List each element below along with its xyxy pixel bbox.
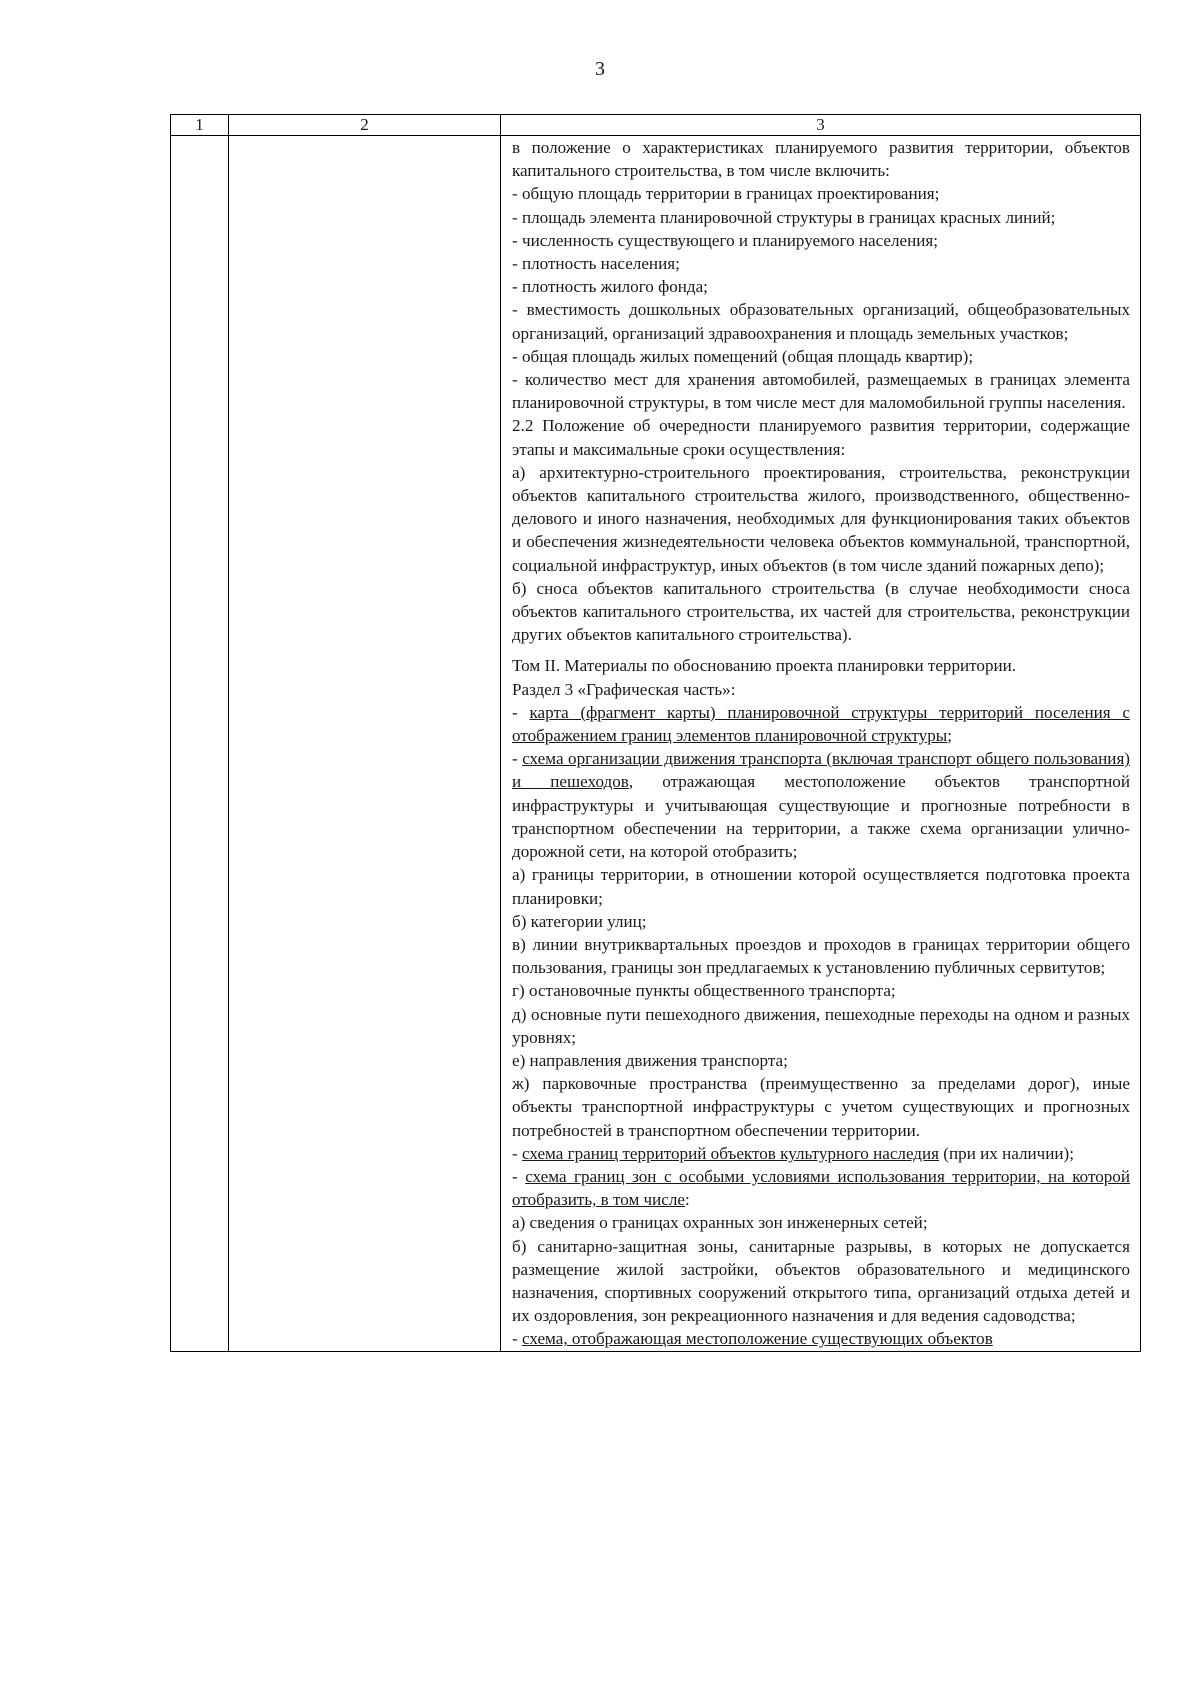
list-item: а) границы территории, в отношении которой осуществляется подготовка проекта планировки; <box>512 865 1130 908</box>
column-header-1: 1 <box>171 115 229 136</box>
list-item: - площадь элемента планировочной структуры в границах красных линий; <box>512 207 1056 227</box>
list-item: - количество мест для хранения автомобилей, размещаемых в границах элемента планировочной структуры, в том числе мест для маломобильной группы населения. <box>512 370 1130 413</box>
list-item: б) сноса объектов капитального строительства (в случае необходимости сноса объектов капитального строительства, их частей для строительства, реконструкции других объектов капитального строительства). <box>512 578 1130 645</box>
list-item: д) основные пути пешеходного движения, пешеходные переходы на одном и разных уровнях; <box>512 1004 1130 1047</box>
list-item: е) направления движения транспорта; <box>512 1050 788 1070</box>
cell-col3 <box>501 136 1141 1352</box>
dash: - <box>512 1329 522 1349</box>
underlined-text: схема организации движения транспорта (включая транспорт общего пользования) и пешеходов <box>512 749 1130 792</box>
page-number: 3 <box>595 58 605 80</box>
list-item <box>512 1165 1130 1211</box>
text: : <box>685 1190 690 1210</box>
requirements-table <box>170 114 1141 1352</box>
list-item: - плотность населения; <box>512 254 680 274</box>
text: , отражающая местоположение объектов транспортной инфраструктуры и учитывающая существующие и прогнозные потребности в транспортном обеспечении на территории, а также схема организации улично-дорожной сети, на которой отобразить; <box>512 772 1130 862</box>
column-header-2: 2 <box>229 115 501 136</box>
list-item <box>512 1142 1130 1165</box>
section-heading: 2.2 Положение об очередности планируемого развития территории, содержащие этапы и максимальные сроки осуществления: <box>512 416 1130 459</box>
underlined-text: схема, отображающая местоположение существующих объектов <box>521 1329 993 1349</box>
volume-title: Том II. Материалы по обоснованию проекта планировки территории. <box>512 656 1017 676</box>
list-item: - численность существующего и планируемого населения; <box>512 230 939 250</box>
list-item: - общую площадь территории в границах проектирования; <box>512 184 940 204</box>
dash: - <box>512 1143 522 1163</box>
text: ; <box>947 726 952 746</box>
list-item: б) категории улиц; <box>512 911 647 931</box>
dash: - <box>512 1166 526 1186</box>
cell-col1 <box>171 136 229 1352</box>
text: (при их наличии); <box>939 1143 1074 1163</box>
list-item <box>512 1327 1130 1350</box>
list-item: г) остановочные пункты общественного транспорта; <box>512 981 896 1001</box>
list-item: а) архитектурно-строительного проектирования, строительства, реконструкции объектов капитального строительства жилого, производственного, общественно-делового и иного назначения, необходимых для функционирования таких объектов и обеспечения жизнедеятельности человека объектов коммунальной, транспортной, социальной инфраструктур, иных объектов (в том числе зданий пожарных депо); <box>512 462 1130 575</box>
list-item: - плотность жилого фонда; <box>512 277 708 297</box>
table-row <box>171 136 1141 1352</box>
table-header-row <box>171 115 1141 136</box>
underlined-text: схема границ территорий объектов культурного наследия <box>521 1143 940 1163</box>
list-item: в) линии внутриквартальных проездов и проходов в границах территории общего пользования, границы зон предлагаемых к установлению публичных сервитутов; <box>512 934 1130 978</box>
list-item: б) санитарно-защитная зоны, санитарные разрывы, в которых не допускается размещение жилой застройки, объектов образовательного и медицинского назначения, спортивных сооружений открытого типа, организаций отдыха детей и их оздоровления, зон рекреационного назначения и для ведения садоводства; <box>512 1236 1130 1326</box>
underlined-text: карта (фрагмент карты) планировочной структуры территорий поселения с отображением границ элементов планировочной структуры <box>512 702 1131 746</box>
cell-col2 <box>229 136 501 1352</box>
underlined-text: схема границ зон с особыми условиями использования территории, на которой отобразить, в том числе <box>512 1166 1131 1210</box>
list-item <box>512 747 1130 863</box>
list-item: ж) парковочные пространства (преимущественно за пределами дорог), иные объекты транспортной инфраструктуры с учетом существующих и прогнозных потребностей в транспортном обеспечении территории. <box>512 1074 1130 1140</box>
dash: - <box>512 749 523 769</box>
list-item: - общая площадь жилых помещений (общая площадь квартир); <box>512 346 974 366</box>
part2-text <box>501 654 1140 1350</box>
column-header-3: 3 <box>501 115 1141 136</box>
list-item <box>512 701 1130 747</box>
paragraph: в положение о характеристиках планируемого развития территории, объектов капитального строительства, в том числе включить: <box>512 138 1130 181</box>
list-item: - вместимость дошкольных образовательных организаций, общеобразовательных организаций, организаций здравоохранения и площадь земельных участков; <box>512 300 1130 343</box>
section-title: Раздел 3 «Графическая часть»: <box>512 679 736 699</box>
list-item: а) сведения о границах охранных зон инженерных сетей; <box>512 1213 928 1233</box>
dash: - <box>512 702 530 722</box>
part1-text <box>501 136 1140 646</box>
